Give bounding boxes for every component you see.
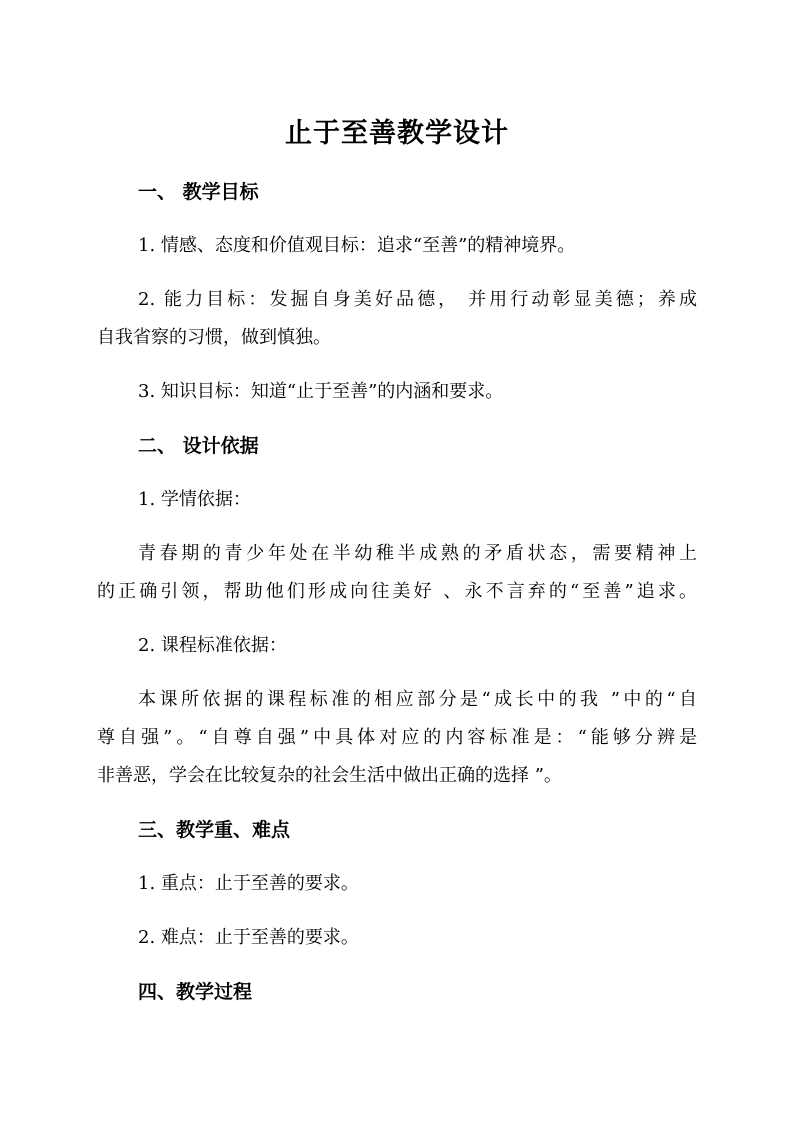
subheading-learner-basis: 1. 学情依据： <box>138 489 251 510</box>
paragraph-knowledge-objective: 3. 知识目标：知道“止于至善”的内涵和要求。 <box>138 381 504 402</box>
paragraph-difficult-point: 2. 难点：止于至善的要求。 <box>138 927 359 948</box>
section-heading-design-basis: 二、 设计依据 <box>138 435 259 457</box>
document-title: 止于至善教学设计 <box>285 118 509 149</box>
section-heading-teaching-process: 四、教学过程 <box>138 981 253 1003</box>
section-heading-objectives: 一、 教学目标 <box>138 181 259 203</box>
section-heading-key-points: 三、教学重、难点 <box>138 819 291 841</box>
paragraph-learner-basis-line2: 的正确引领，帮助他们形成向往美好 、永不言弃的“至善”追求。 <box>97 581 697 602</box>
paragraph-ability-objective-line2: 自我省察的习惯，做到慎独。 <box>97 327 331 348</box>
paragraph-learner-basis-line1: 青春期的青少年处在半幼稚半成熟的矛盾状态，需要精神上 <box>138 543 697 564</box>
paragraph-curriculum-basis-line1: 本课所依据的课程标准的相应部分是“成长中的我 ”中的“自 <box>138 689 697 710</box>
paragraph-curriculum-basis-line3: 非善恶，学会在比较复杂的社会生活中做出正确的选择 ”。 <box>97 765 562 786</box>
paragraph-key-point: 1. 重点：止于至善的要求。 <box>138 873 359 894</box>
paragraph-ability-objective-line1: 2. 能力目标：发掘自身美好品德， 并用行动彰显美德；养成 <box>138 289 697 310</box>
paragraph-emotion-objective: 1. 情感、态度和价值观目标：追求“至善”的精神境界。 <box>138 235 576 256</box>
subheading-curriculum-basis: 2. 课程标准依据： <box>138 635 287 656</box>
paragraph-curriculum-basis-line2: 尊自强”。“自尊自强”中具体对应的内容标准是：“能够分辨是 <box>97 727 697 748</box>
